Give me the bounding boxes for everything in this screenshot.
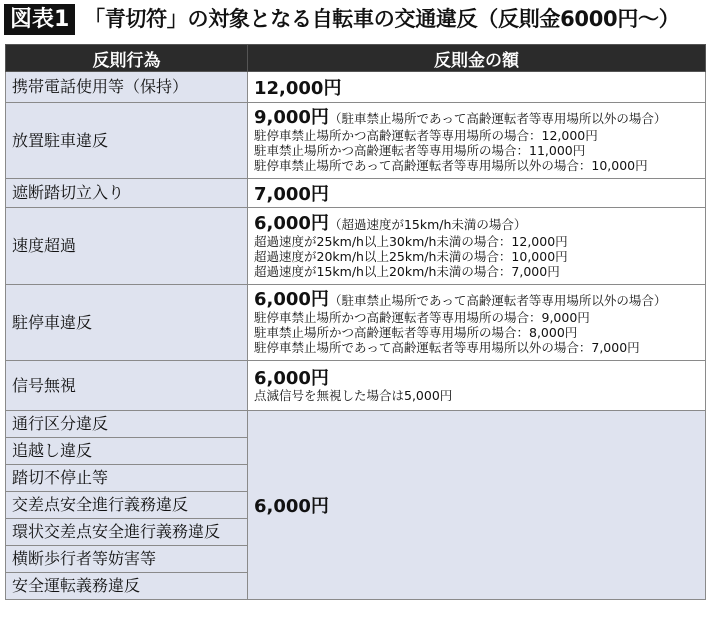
fine-amount: 6,000円 (254, 289, 329, 310)
header-fine: 反則金の額 (248, 45, 706, 72)
fine-detail: 超過速度が25km/h以上30km/h未満の場合：12,000円 (254, 233, 568, 249)
violation-cell: 追越し違反 (6, 438, 248, 465)
table-header-row (6, 45, 706, 72)
table-row (6, 411, 706, 438)
fine-amount: 6,000円 (254, 212, 329, 234)
fine-detail: 超過速度が15km/h以上20km/h未満の場合：7,000円 (254, 263, 560, 279)
fine-detail: 駐停車禁止場所であって高齢運転者等専用場所以外の場合：7,000円 (254, 340, 640, 355)
figure-title (0, 0, 710, 40)
fine-note: （駐車禁止場所であって高齢運転者等専用場所以外の場合） (328, 111, 667, 126)
fines-table (5, 44, 706, 600)
violation-cell: 遮断踏切立入り (6, 179, 248, 208)
fine-detail: 駐車禁止場所かつ高齢運転者等専用場所の場合：11,000円 (254, 143, 586, 158)
table-row (6, 72, 706, 103)
fine-cell (248, 179, 706, 208)
fine-amount: 6,000円 (254, 496, 329, 517)
fine-amount: 9,000円 (254, 107, 329, 128)
fine-detail: 駐車禁止場所かつ高齢運転者等専用場所の場合：8,000円 (254, 325, 578, 340)
violation-cell: 駐停車違反 (6, 285, 248, 361)
figure-badge: 図表1 (4, 4, 75, 35)
violation-cell: 交差点安全進行義務違反 (6, 492, 248, 519)
violation-cell: 信号無視 (6, 361, 248, 411)
fine-cell (248, 72, 706, 103)
fine-cell (248, 208, 706, 285)
fine-note: （超過速度が15km/h未満の場合） (328, 216, 527, 232)
violation-cell: 携帯電話使用等（保持） (6, 72, 248, 103)
fine-detail: 駐停車禁止場所であって高齢運転者等専用場所以外の場合：10,000円 (254, 158, 648, 173)
violation-cell: 通行区分違反 (6, 411, 248, 438)
table-row (6, 179, 706, 208)
fine-amount: 12,000円 (254, 78, 342, 99)
group-fine-cell (248, 411, 706, 600)
fine-cell (248, 285, 706, 361)
fine-cell (248, 361, 706, 411)
fine-detail: 超過速度が20km/h以上25km/h未満の場合：10,000円 (254, 248, 568, 264)
fine-detail: 駐停車禁止場所かつ高齢運転者等専用場所の場合：9,000円 (254, 310, 590, 325)
figure-heading: 「青切符」の対象となる自転車の交通違反（反則金6000円〜） (84, 7, 680, 31)
fine-amount: 7,000円 (254, 184, 329, 205)
table-row (6, 285, 706, 361)
header-violation: 反則行為 (6, 45, 248, 72)
violation-cell: 速度超過 (6, 208, 248, 285)
violation-cell: 環状交差点安全進行義務違反 (6, 519, 248, 546)
violation-cell: 放置駐車違反 (6, 103, 248, 179)
violation-cell: 横断歩行者等妨害等 (6, 546, 248, 573)
fine-cell (248, 103, 706, 179)
table-row (6, 208, 706, 285)
table-row (6, 103, 706, 179)
fine-detail: 駐停車禁止場所かつ高齢運転者等専用場所の場合：12,000円 (254, 128, 598, 143)
fine-note: （駐車禁止場所であって高齢運転者等専用場所以外の場合） (328, 293, 667, 308)
fine-detail: 点滅信号を無視した場合は5,000円 (254, 387, 453, 403)
violation-cell: 安全運転義務違反 (6, 573, 248, 600)
fine-amount: 6,000円 (254, 367, 329, 389)
table-row (6, 361, 706, 411)
violation-cell: 踏切不停止等 (6, 465, 248, 492)
